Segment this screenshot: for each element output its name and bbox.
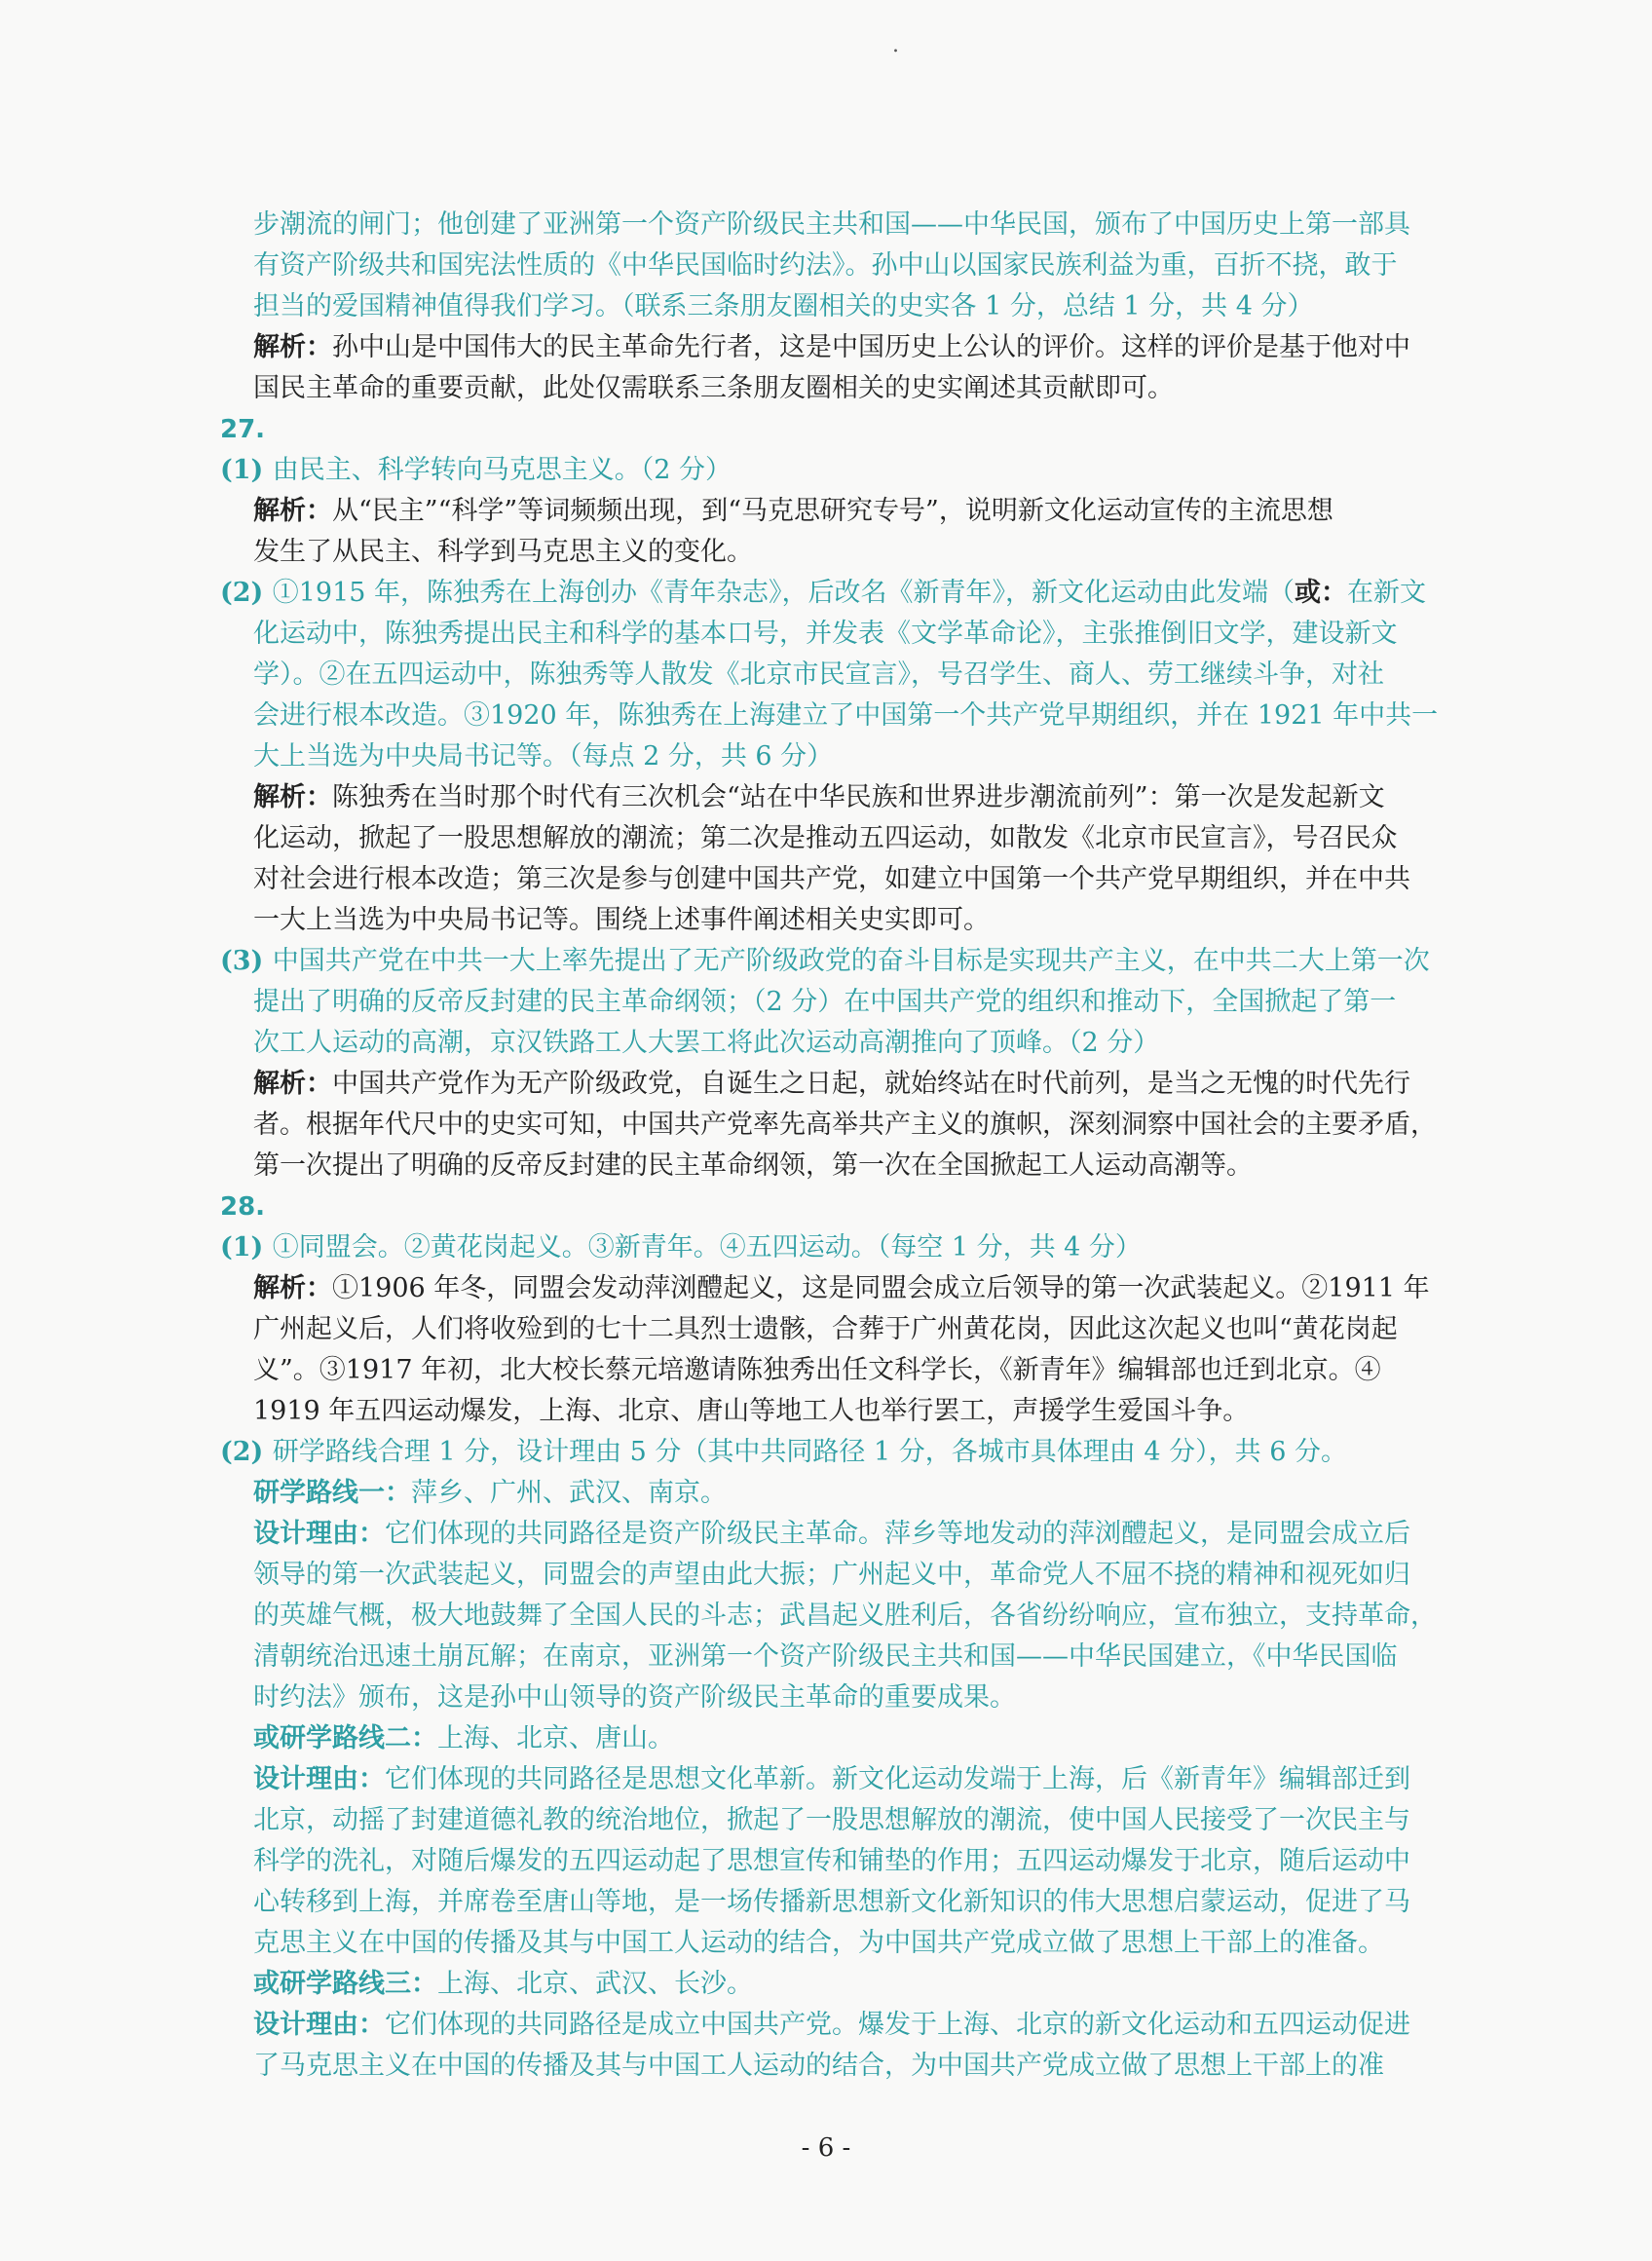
- answer-line: [220, 1841, 1483, 1882]
- line-text: 第一次提出了明确的反帝反封建的民主革命纲领，第一次在全国掀起工人运动高潮等。: [253, 1150, 1253, 1181]
- answer-line: [220, 941, 1483, 982]
- line-text: 的英雄气概，极大地鼓舞了全国人民的斗志；武昌起义胜利后，各省纷纷响应，宣布独立，支持革命，: [253, 1601, 1437, 1631]
- answer-line: [220, 1800, 1483, 1841]
- line-text: 国民主革命的重要贡献，此处仅需联系三条朋友圈相关的史实阐述其贡献即可。: [253, 373, 1174, 403]
- answer-line: [220, 205, 1483, 245]
- analysis-line: [220, 818, 1483, 859]
- line-text: 克思主义在中国的传播及其与中国工人运动的结合，为中国共产党成立做了思想上干部上的准备。: [253, 1928, 1384, 1958]
- line-text: 上海、北京、唐山。: [437, 1723, 674, 1753]
- question-number-label: 28.: [220, 1192, 266, 1222]
- analysis-line: [220, 1064, 1483, 1105]
- line-text: 萍乡、广州、武汉、南京。: [411, 1478, 727, 1508]
- line-text: 领导的第一次武装起义，同盟会的声望由此大振；广州起义中，革命党人不屈不挠的精神和视死如归: [253, 1560, 1410, 1590]
- sub-question-number: (1): [220, 455, 273, 485]
- sub-question-number: (2): [220, 1437, 273, 1467]
- analysis-label: 解析：: [253, 496, 332, 526]
- answer-document: [220, 205, 1483, 2087]
- line-text: 次工人运动的高潮，京汉铁路工人大罢工将此次运动高潮推向了顶峰。（2 分）: [253, 1028, 1160, 1058]
- section-label: 设计理由：: [253, 1519, 385, 1549]
- analysis-line: [220, 532, 1483, 573]
- analysis-line: [220, 1105, 1483, 1146]
- answer-line: [220, 696, 1483, 736]
- analysis-label: 解析：: [253, 1069, 332, 1099]
- section-label: 设计理由：: [253, 2010, 385, 2040]
- analysis-label: 解析：: [253, 782, 332, 812]
- line-text: 有资产阶级共和国宪法性质的《中华民国临时约法》。孙中山以国家民族利益为重，百折不挠，敢于: [253, 250, 1398, 281]
- line-text: 由民主、科学转向马克思主义。（2 分）: [272, 455, 732, 485]
- answer-line: [220, 2046, 1483, 2087]
- line-text: 义”。③1917 年初，北大校长蔡元培邀请陈独秀出任文科学长，《新青年》编辑部也迁到北京。④: [253, 1355, 1381, 1385]
- answer-line: [220, 982, 1483, 1023]
- section-label: 设计理由：: [253, 1764, 385, 1794]
- line-text: 陈独秀在当时那个时代有三次机会“站在中华民族和世界进步潮流前列”：第一次是发起新文: [332, 782, 1385, 812]
- line-text: 孙中山是中国伟大的民主革命先行者，这是中国历史上公认的评价。这样的评价是基于他对中: [332, 332, 1410, 362]
- line-text: 中国共产党在中共一大上率先提出了无产阶级政党的奋斗目标是实现共产主义，在中共二大上第一次: [272, 946, 1430, 976]
- line-text: 广州起义后，人们将收殓到的七十二具烈士遗骸，合葬于广州黄花岗，因此这次起义也叫“黄花岗起: [253, 1314, 1398, 1344]
- line-text: 从“民主”“科学”等词频频出现，到“马克思研究专号”，说明新文化运动宣传的主流思想: [332, 496, 1333, 526]
- line-text: 了马克思主义在中国的传播及其与中国工人运动的结合，为中国共产党成立做了思想上干部上的准: [253, 2051, 1384, 2081]
- line-text: 大上当选为中央局书记等。（每点 2 分，共 6 分）: [253, 741, 834, 772]
- line-text: 对社会进行根本改造；第三次是参与创建中国共产党，如建立中国第一个共产党早期组织，并在中共: [253, 864, 1410, 894]
- header-mark: .: [892, 33, 899, 57]
- line-text: 化运动中，陈独秀提出民主和科学的基本口号，并发表《文学革命论》，主张推倒旧文学，建设新文: [253, 619, 1398, 649]
- analysis-line: [220, 327, 1483, 368]
- answer-line: [220, 1677, 1483, 1718]
- answer-line: [220, 1514, 1483, 1555]
- line-text: 学）。②在五四运动中，陈独秀等人散发《北京市民宣言》，号召学生、商人、劳工继续斗争，对社: [253, 659, 1384, 690]
- sub-question-number: (2): [220, 578, 273, 608]
- section-label: 或研学路线三：: [253, 1969, 437, 1999]
- analysis-line: [220, 1350, 1483, 1391]
- answer-line: [220, 245, 1483, 286]
- line-text: 步潮流的闸门；他创建了亚洲第一个资产阶级民主共和国——中华民国，颁布了中国历史上第一部具: [253, 209, 1410, 240]
- line-text: 发生了从民主、科学到马克思主义的变化。: [253, 537, 753, 567]
- answer-line: [220, 1227, 1483, 1268]
- or-label: 或：: [1295, 578, 1348, 608]
- answer-line: [220, 1473, 1483, 1514]
- line-text: 科学的洗礼，对随后爆发的五四运动起了思想宣传和铺垫的作用；五四运动爆发于北京，随后运动中: [253, 1846, 1410, 1876]
- analysis-line: [220, 777, 1483, 818]
- line-text: 它们体现的共同路径是资产阶级民主革命。萍乡等地发动的萍浏醴起义，是同盟会成立后: [385, 1519, 1410, 1549]
- line-text: 会进行根本改造。③1920 年，陈独秀在上海建立了中国第一个共产党早期组织，并在 1921 年中共一: [253, 700, 1439, 731]
- analysis-line: [220, 859, 1483, 900]
- answer-line: [220, 1923, 1483, 1964]
- line-text: 它们体现的共同路径是成立中国共产党。爆发于上海、北京的新文化运动和五四运动促进: [385, 2010, 1410, 2040]
- analysis-line: [220, 491, 1483, 532]
- analysis-line: [220, 1268, 1483, 1309]
- question-number-label: 27.: [220, 415, 266, 444]
- answer-line: [220, 1759, 1483, 1800]
- answer-line: [220, 614, 1483, 655]
- line-text: ①1915 年，陈独秀在上海创办《青年杂志》，后改名《新青年》，新文化运动由此发端（: [272, 578, 1295, 608]
- line-text: 上海、北京、武汉、长沙。: [437, 1969, 753, 1999]
- line-text: 清朝统治迅速土崩瓦解；在南京，亚洲第一个资产阶级民主共和国——中华民国建立，《中华民国临: [253, 1641, 1398, 1672]
- line-text: 中国共产党作为无产阶级政党，自诞生之日起，就始终站在时代前列，是当之无愧的时代先行: [332, 1069, 1410, 1099]
- answer-line: [220, 1964, 1483, 2005]
- sub-question-number: (1): [220, 1232, 273, 1262]
- answer-line: [220, 655, 1483, 696]
- answer-line: [220, 286, 1483, 327]
- line-text: 1919 年五四运动爆发，上海、北京、唐山等地工人也举行罢工，声援学生爱国斗争。: [253, 1396, 1250, 1426]
- analysis-line: [220, 1146, 1483, 1187]
- section-label: 研学路线一：: [253, 1478, 411, 1508]
- answer-line: [220, 1023, 1483, 1064]
- line-text: 北京，动摇了封建道德礼教的统治地位，掀起了一股思想解放的潮流，使中国人民接受了一次民主与: [253, 1805, 1410, 1835]
- analysis-line: [220, 1309, 1483, 1350]
- line-text: 提出了明确的反帝反封建的民主革命纲领；（2 分）在中国共产党的组织和推动下，全国掀起了第一: [253, 987, 1397, 1017]
- answer-line: [220, 736, 1483, 777]
- answer-line: [220, 1432, 1483, 1473]
- question-number: [220, 409, 1483, 450]
- line-text: 担当的爱国精神值得我们学习。（联系三条朋友圈相关的史实各 1 分，总结 1 分，共 4 分）: [253, 291, 1314, 321]
- answer-line: [220, 573, 1483, 614]
- question-number: [220, 1187, 1483, 1227]
- section-label: 或研学路线二：: [253, 1723, 437, 1753]
- sub-question-number: (3): [220, 946, 273, 976]
- answer-line: [220, 2005, 1483, 2046]
- line-text-tail: 在新文: [1347, 578, 1427, 608]
- analysis-line: [220, 900, 1483, 941]
- line-text: 心转移到上海，并席卷至唐山等地，是一场传播新思想新文化新知识的伟大思想启蒙运动，促进了马: [253, 1887, 1410, 1917]
- answer-line: [220, 1596, 1483, 1637]
- line-text: 时约法》颁布，这是孙中山领导的资产阶级民主革命的重要成果。: [253, 1682, 1016, 1713]
- answer-line: [220, 1882, 1483, 1923]
- line-text: 它们体现的共同路径是思想文化革新。新文化运动发端于上海，后《新青年》编辑部迁到: [385, 1764, 1410, 1794]
- line-text: 一大上当选为中央局书记等。围绕上述事件阐述相关史实即可。: [253, 905, 990, 935]
- analysis-label: 解析：: [253, 1273, 332, 1303]
- line-text: 者。根据年代尺中的史实可知，中国共产党率先高举共产主义的旗帜，深刻洞察中国社会的主要矛盾，: [253, 1110, 1437, 1140]
- analysis-line: [220, 368, 1483, 409]
- analysis-line: [220, 1391, 1483, 1432]
- page-number: - 6 -: [801, 2133, 851, 2163]
- answer-line: [220, 1555, 1483, 1596]
- answer-line: [220, 1637, 1483, 1677]
- line-text: ①1906 年冬，同盟会发动萍浏醴起义，这是同盟会成立后领导的第一次武装起义。②1911 年: [332, 1273, 1430, 1303]
- line-text: 研学路线合理 1 分，设计理由 5 分（其中共同路径 1 分，各城市具体理由 4 分），共 6 分。: [272, 1437, 1347, 1467]
- answer-line: [220, 450, 1483, 491]
- line-text: 化运动，掀起了一股思想解放的潮流；第二次是推动五四运动，如散发《北京市民宣言》，号召民众: [253, 823, 1398, 853]
- analysis-label: 解析：: [253, 332, 332, 362]
- line-text: ①同盟会。②黄花岗起义。③新青年。④五四运动。（每空 1 分，共 4 分）: [272, 1232, 1142, 1262]
- answer-line: [220, 1718, 1483, 1759]
